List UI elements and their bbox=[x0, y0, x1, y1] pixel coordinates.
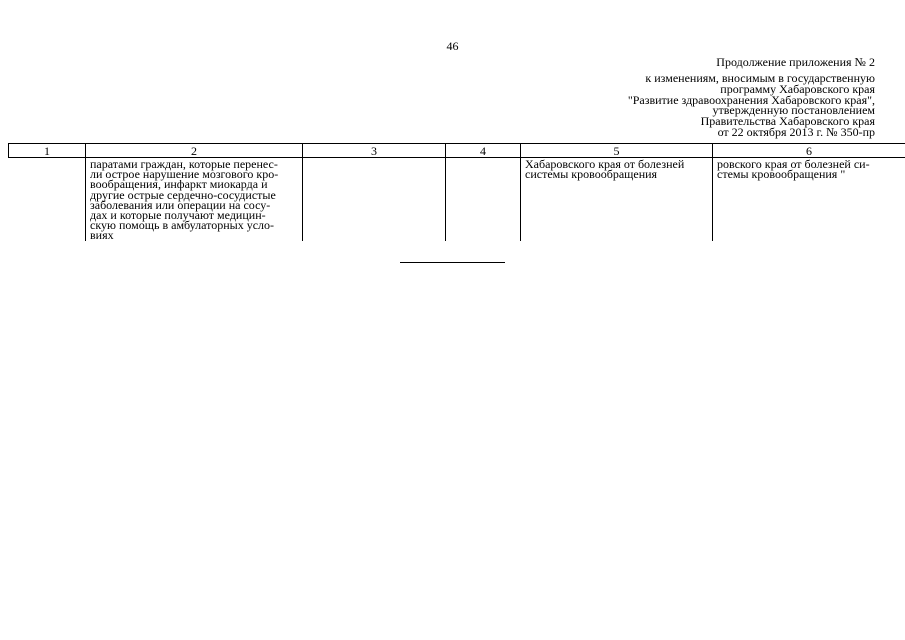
column-header-4: 4 bbox=[446, 144, 521, 158]
cell-col-1 bbox=[9, 158, 86, 241]
cell-text-line: паратами граждан, которые перенес- bbox=[90, 157, 278, 171]
appendix-header-line: Правительства Хабаровского края bbox=[700, 114, 875, 129]
cell-text-line: скую помощь в амбулаторных усло- bbox=[90, 218, 275, 233]
data-table bbox=[8, 143, 905, 241]
cell-text-line: системы кровообращения bbox=[525, 167, 658, 182]
appendix-header-line: утвержденную постановлением bbox=[712, 103, 875, 118]
appendix-header-line: от 22 октября 2013 г. № 350-пр bbox=[717, 124, 875, 139]
table-header-row bbox=[9, 144, 905, 158]
appendix-header bbox=[515, 55, 875, 138]
cell-text-line: заболевания или операции на сосу- bbox=[90, 197, 271, 212]
cell-text-line: виях bbox=[90, 228, 114, 243]
appendix-title: Продолжение приложения № 2 bbox=[716, 55, 875, 69]
cell-col-3 bbox=[303, 158, 446, 241]
cell-text-line: ли острое нарушение мозгового кро- bbox=[90, 167, 279, 182]
appendix-header-line: к изменениям, вносимым в государственную bbox=[645, 71, 875, 85]
cell-text-line: другие острые сердечно-сосудистые bbox=[90, 187, 276, 202]
cell-text-line: дах и которые получают медицин- bbox=[90, 208, 266, 223]
cell-col-4 bbox=[446, 158, 521, 241]
cell-text-line: Хабаровского края от болезней bbox=[525, 157, 685, 171]
end-of-table-rule bbox=[400, 262, 505, 263]
cell-col-2 bbox=[86, 158, 303, 241]
appendix-header-line: "Развитие здравоохранения Хабаровского края", bbox=[627, 92, 875, 107]
cell-text-line: ровского края от болезней си- bbox=[717, 157, 870, 171]
cell-text-line: вообращения, инфаркт миокарда и bbox=[90, 177, 268, 192]
column-header-5: 5 bbox=[521, 144, 713, 158]
column-header-3: 3 bbox=[303, 144, 446, 158]
table-row bbox=[9, 158, 905, 241]
column-header-6: 6 bbox=[713, 144, 905, 158]
appendix-header-line: программу Хабаровского края bbox=[720, 81, 875, 96]
page-number: 46 bbox=[446, 39, 459, 53]
cell-col-6 bbox=[713, 158, 905, 241]
cell-text-line: стемы кровообращения " bbox=[717, 167, 846, 182]
cell-col-5 bbox=[521, 158, 713, 241]
column-header-2: 2 bbox=[86, 144, 303, 158]
column-header-1: 1 bbox=[9, 144, 86, 158]
